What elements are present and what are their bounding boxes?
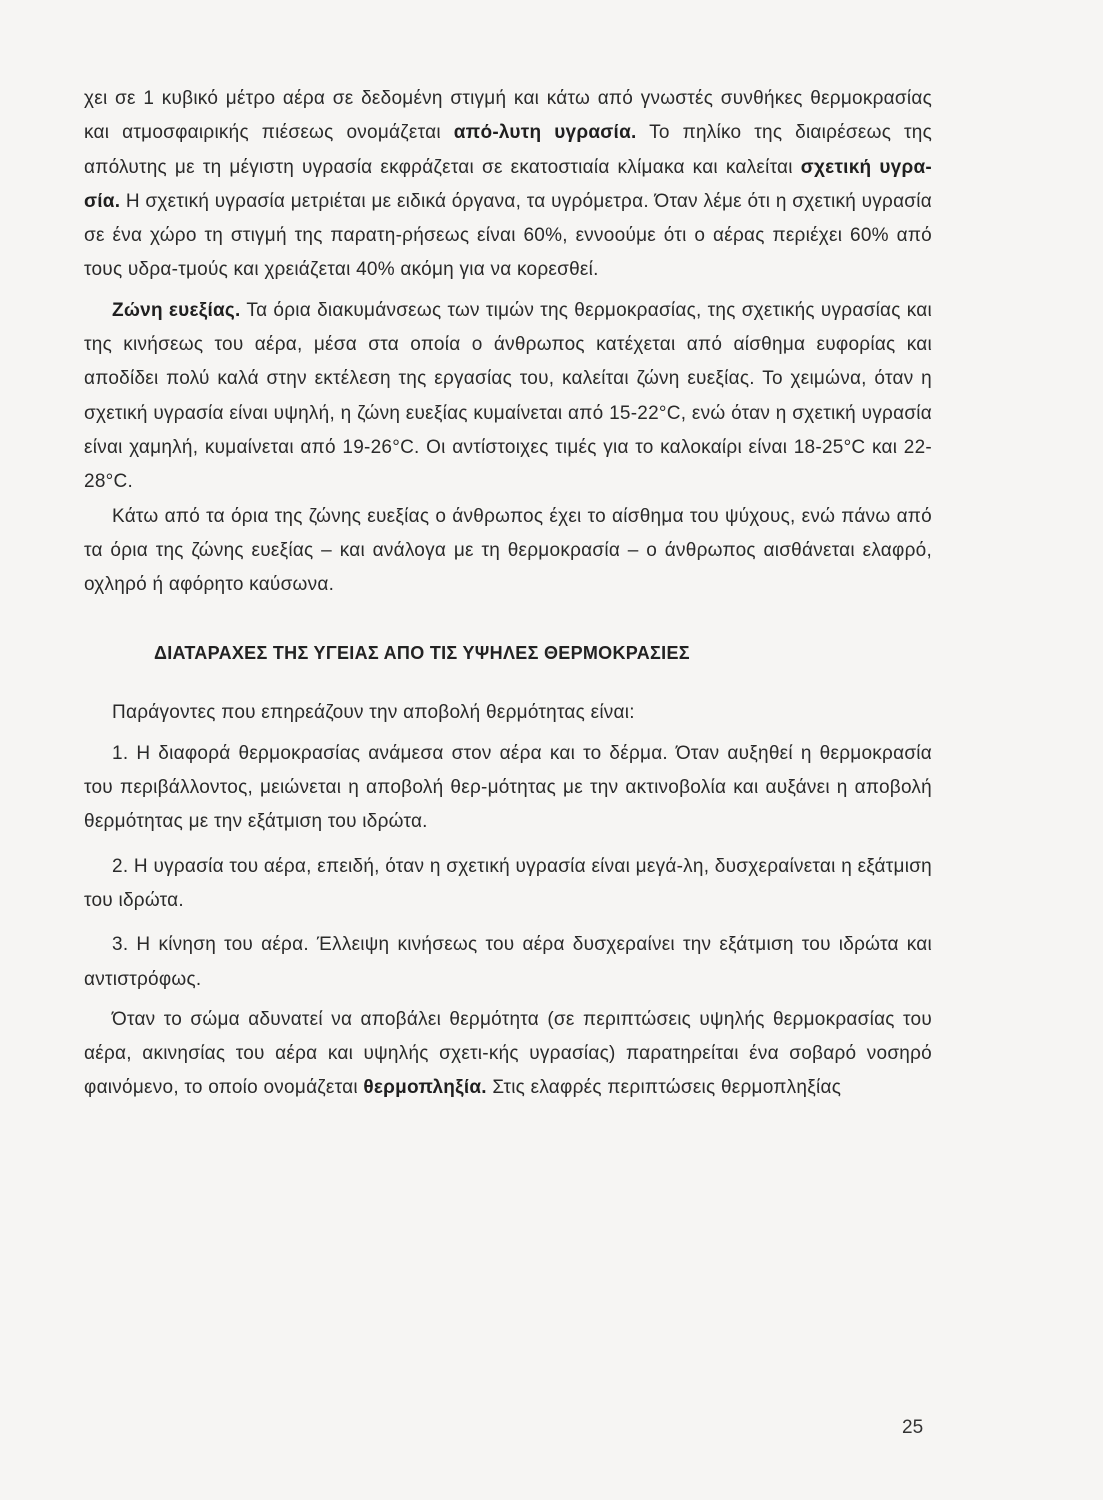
section-heading: ΔΙΑΤΑΡΑΧΕΣ ΤΗΣ ΥΓΕΙΑΣ ΑΠΟ ΤΙΣ ΥΨΗΛΕΣ ΘΕΡΜΟΚΡΑΣΙΕΣ xyxy=(154,643,690,664)
paragraph-text: Η σχετική υγρασία μετριέται με ειδικά όργανα, τα υγρόμετρα. Όταν λέμε ότι η σχετική υγρασία σε ένα χώρο τη στιγμή της παρατη-ρήσεως είναι 60%, εννοούμε ότι ο αέρας περιέχει 60% από τους υδρα-τμούς και χρειάζεται 40% ακόμη για να κορεσθεί. xyxy=(84,190,932,281)
term-relative-humidity: σχετική υγρα-σία. xyxy=(84,156,933,212)
page-number: 25 xyxy=(902,1417,924,1438)
paragraph-comfort-zone xyxy=(84,294,932,500)
paragraph-absolute-humidity xyxy=(84,82,932,288)
paragraph-text: Το πηλίκο της διαιρέσεως της απόλυτης με τη μέγιστη υγρασία εκφράζεται σε εκατοστιαία κλίμακα και καλείται xyxy=(84,122,932,178)
paragraph-cold-heat: Κάτω από τα όρια της ζώνης ευεξίας ο άνθρωπος έχει το αίσθημα του ψύχους, ενώ πάνω από τα όρια της ζώνης ευεξίας – και ανάλογα με τη θερμοκρασία – ο άνθρωπος αισθάνεται ελαφρό, οχληρό ή αφόρητο καύσωνα. xyxy=(84,505,932,596)
paragraph-text: Στις ελαφρές περιπτώσεις θερμοπληξίας xyxy=(486,1077,842,1099)
page-body xyxy=(84,82,932,1106)
factors-intro: Παράγοντες που επηρεάζουν την αποβολή θερμότητας είναι: xyxy=(112,702,635,724)
paragraph-heatstroke xyxy=(84,1003,932,1106)
list-item-humidity: 2. Η υγρασία του αέρα, επειδή, όταν η σχετική υγρασία είναι μεγά-λη, δυσχεραίνεται η εξάτμιση του ιδρώτα. xyxy=(84,855,932,911)
paragraph-text: Όταν το σώμα αδυνατεί να αποβάλει θερμότητα (σε περιπτώσεις υψηλής θερμοκρασίας του αέρα, ακινησίας του αέρα και υψηλής σχετι-κής υγρασίας) παρατηρείται ένα σοβαρό νοσηρό φαινόμενο, το οποίο ονομάζεται xyxy=(84,1008,932,1099)
term-heatstroke: θερμοπληξία. xyxy=(363,1077,487,1099)
list-item-temperature-difference: 1. Η διαφορά θερμοκρασίας ανάμεσα στον αέρα και το δέρμα. Όταν αυξηθεί η θερμοκρασία του περιβάλλοντος, μειώνεται η αποβολή θερ-μότητας με την ακτινοβολία και αυξάνει η αποβολή θερμότητας με την εξάτμιση του ιδρώτα. xyxy=(84,742,932,833)
term-absolute-humidity: από-λυτη υγρασία. xyxy=(453,122,637,144)
paragraph-text: Τα όρια διακυμάνσεως των τιμών της θερμοκρασίας, της σχετικής υγρασίας και της κινήσεως του αέρα, μέσα στα οποία ο άνθρωπος κατέχεται από αίσθημα ευφορίας και αποδίδει πολύ καλά στην εκτέλεση της εργασίας του, καλείται ζώνη ευεξίας. Το χειμώνα, όταν η σχετική υγρασία είναι υψηλή, η ζώνη ευεξίας κυμαίνεται από 15-22°C, ενώ όταν η σχετική υγρασία είναι χαμηλή, κυμαίνεται από 19-26°C. Οι αντίστοιχες τιμές για το καλοκαίρι είναι 18-25°C και 22-28°C. xyxy=(84,299,932,493)
term-comfort-zone: Ζώνη ευεξίας. xyxy=(112,299,241,321)
paragraph-text: χει σε 1 κυβικό μέτρο αέρα σε δεδομένη στιγμή και κάτω από γνωστές συνθήκες θερμοκρασίας και ατμοσφαιρικής πιέσεως ονομάζεται xyxy=(84,88,932,144)
list-item-air-movement: 3. Η κίνηση του αέρα. Έλλειψη κινήσεως του αέρα δυσχεραίνει την εξάτμιση του ιδρώτα και αντιστρόφως. xyxy=(84,934,932,990)
